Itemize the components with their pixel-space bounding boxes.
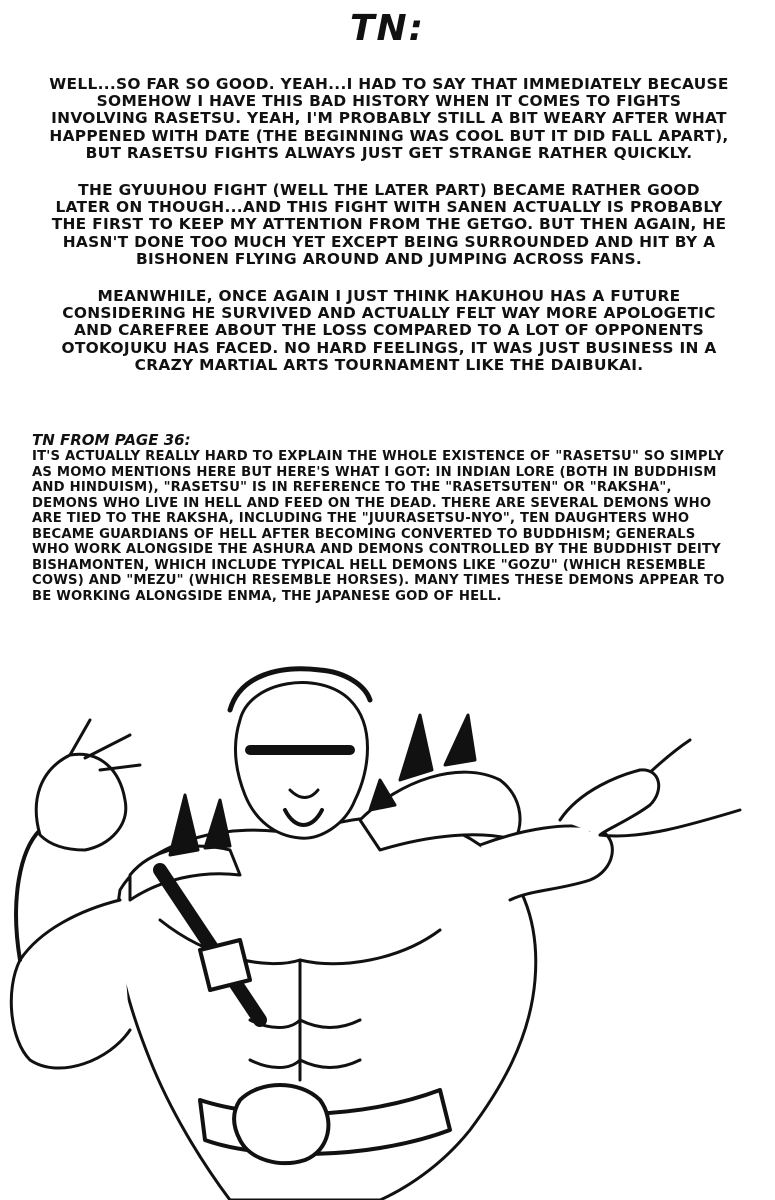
intro-notes	[48, 76, 730, 394]
intro-paragraph: MEANWHILE, ONCE AGAIN I JUST THINK HAKUHOU HAS A FUTURE CONSIDERING HE SURVIVED AND ACTUALLY FELT WAY MORE APOLOGETIC AND CAREFREE ABOUT THE LOSS COMPARED TO A LOT OF OPPONENTS OTOKOJUKU HAS FACED. NO HARD FEELINGS, IT WAS JUST BUSINESS IN A CRAZY MARTIAL ARTS TOURNAMENT LIKE THE DAIBUKAI.	[61, 287, 717, 374]
note-heading: TN FROM PAGE 36:	[32, 431, 191, 449]
intro-paragraph: THE GYUUHOU FIGHT (WELL THE LATER PART) BECAME RATHER GOOD LATER ON THOUGH...AND THIS FIGHT WITH SANEN ACTUALLY IS PROBABLY THE FIRST TO KEEP MY ATTENTION FROM THE GETGO. BUT THEN AGAIN, HE HASN'T DONE TOO MUCH YET EXCEPT BEING SURROUNDED AND HIT BY A BISHONEN FLYING AROUND AND JUMPING ACROSS FANS.	[51, 181, 727, 268]
intro-paragraph: WELL...SO FAR SO GOOD. YEAH...I HAD TO SAY THAT IMMEDIATELY BECAUSE SOMEHOW I HAVE THIS BAD HISTORY WHEN IT COMES TO FIGHTS INVOLVING RASETSU. YEAH, I'M PROBABLY STILL A BIT WEARY AFTER WHAT HAPPENED WITH DATE (THE BEGINNING WAS COOL BUT IT DID FALL APART), BUT RASETSU FIGHTS ALWAYS JUST GET STRANGE RATHER QUICKLY.	[49, 75, 729, 162]
muscular-warrior-illustration	[0, 660, 775, 1200]
translation-note	[32, 432, 732, 604]
note-body: IT'S ACTUALLY REALLY HARD TO EXPLAIN THE WHOLE EXISTENCE OF "RASETSU" SO SIMPLY AS MOMO MENTIONS HERE BUT HERE'S WHAT I GOT: IN INDIAN LORE (BOTH IN BUDDHISM AND HINDUISM), "RASETSU" IS IN REFERENCE TO THE "RASETSUTEN" OR "RAKSHA", DEMONS WHO LIVE IN HELL AND FEED ON THE DEAD. THERE ARE SEVERAL DEMONS WHO ARE TIED TO THE RAKSHA, INCLUDING THE "JUURASETSU-NYO", TEN DAUGHTERS WHO BECAME GUARDIANS OF HELL AFTER BECOMING CONVERTED TO BUDDHISM; GENERALS WHO WORK ALONGSIDE THE ASHURA AND DEMONS CONTROLLED BY THE BUDDHIST DEITY BISHAMONTEN, WHICH INCLUDE TYPICAL HELL DEMONS LIKE "GOZU" (WHICH RESEMBLE COWS) AND "MEZU" (WHICH RESEMBLE HORSES). MANY TIMES THESE DEMONS APPEAR TO BE WORKING ALONGSIDE ENMA, THE JAPANESE GOD OF HELL.	[32, 449, 725, 604]
page-title: TN:	[349, 8, 426, 49]
